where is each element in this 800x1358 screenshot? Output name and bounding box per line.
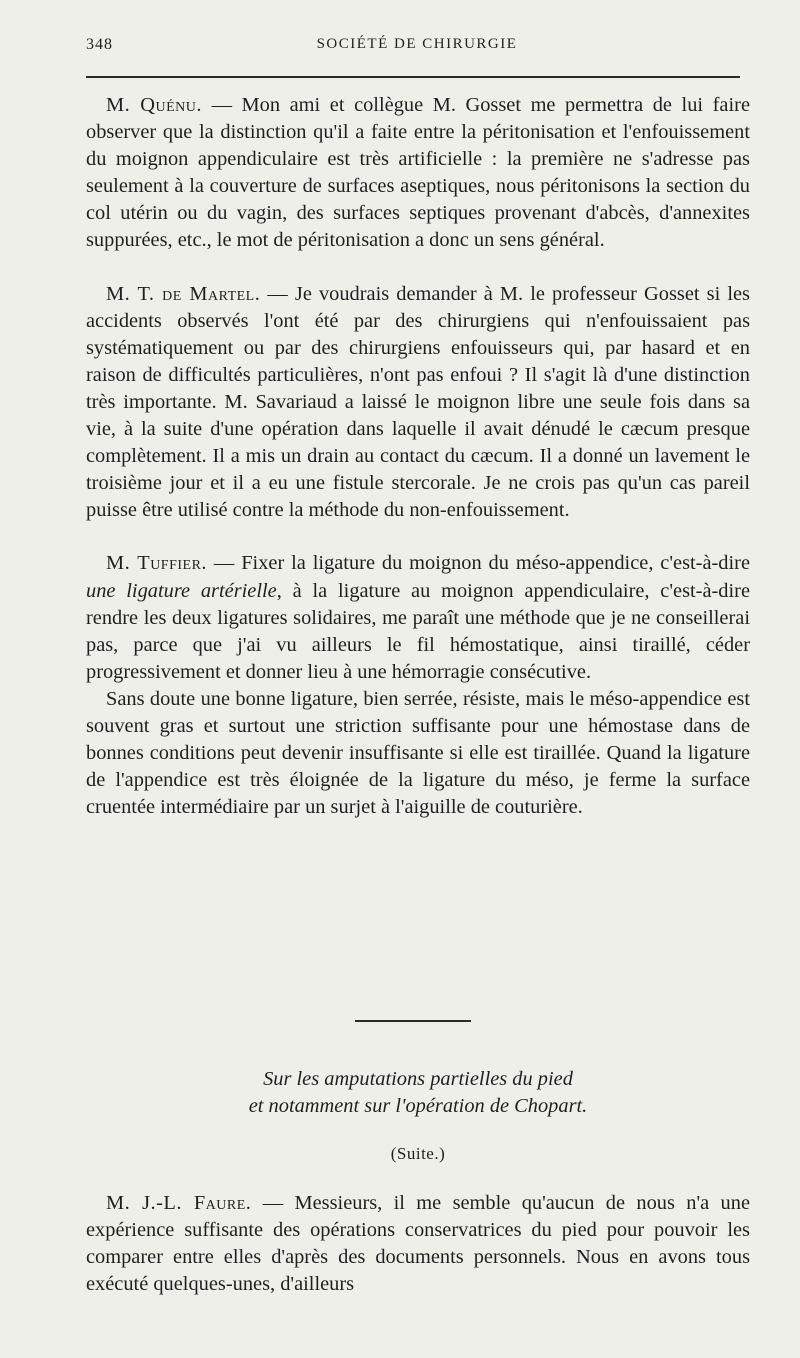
paragraph-text: — Mon ami et collègue M. Gosset me permettra de lui faire observer que la distinction qu'il a faite entre la péritonisation et l'enfouissement du moignon appendiculaire est très artificielle : la première ne s'adresse pas seulement à la couverture de surfaces aseptiques, nous péritonisons la section du col utérin ou du vagin, des surfaces septiques provenant d'abcès, d'annexites suppurées, etc., le mot de péritonisation a donc un sens général. xyxy=(86,94,750,252)
header-rule xyxy=(86,76,740,78)
paragraph-tuffier-continued xyxy=(86,686,750,821)
paragraph-text-continued: , à la ligature au moignon appendiculaire, c'est-à-dire rendre les deux ligatures solidaires, me paraît une méthode que je ne conseillerai pas, parce que j'ai vu ailleurs le fil hémostatique, ainsi tiraillé, céder progressivement et donner lieu à une hémorragie consécutive. xyxy=(86,579,751,683)
section-title xyxy=(86,1066,750,1120)
paragraph-text: Sans doute une bonne ligature, bien serrée, résiste, mais le méso-appendice est souvent gras et surtout une striction suffisante pour une hémostase dans de bonnes conditions peut devenir insuffisante si elle est tiraillée. Quand la ligature de l'appendice est très éloignée de la ligature du méso, je ferme la surface cruentée intermédiaire par un surjet à l'aiguille de couturière. xyxy=(86,687,750,819)
paragraph-quenu xyxy=(86,92,750,255)
speaker-name: M. T. de Martel. xyxy=(106,282,261,305)
section-divider xyxy=(355,1020,471,1022)
speaker-name: M. J.-L. Faure. xyxy=(106,1192,252,1214)
paragraph-tuffier xyxy=(86,550,750,685)
speaker-name: M. Quénu. xyxy=(106,94,203,116)
paragraph-text: — Messieurs, il me semble qu'aucun de nous n'a une expérience suffisante des opérations conservatrices du pied pour pouvoir les comparer entre elles d'après des documents personnels. Nous en avons tous exécuté quelques-unes, d'ailleurs xyxy=(86,1192,750,1296)
italic-term: une ligature artérielle xyxy=(86,579,277,602)
main-text-continued xyxy=(86,1190,750,1298)
paragraph-text: — Fixer la ligature du moignon du méso-appendice, c'est-à-dire xyxy=(207,552,751,575)
main-text xyxy=(86,92,750,821)
paragraph-de-martel xyxy=(86,281,750,525)
section-title-line-1: Sur les amputations partielles du pied xyxy=(263,1068,573,1090)
speaker-name: M. Tuffier. xyxy=(106,552,208,575)
section-suite-label: (Suite.) xyxy=(390,1144,446,1163)
paragraph-text: — Je voudrais demander à M. le professeur Gosset si les accidents observés l'ont été par des chirurgiens qui n'enfouissaient pas systématiquement ou par des chirurgiens enfouisseurs qui, par hasard et en raison de difficultés particulières, n'ont pas enfoui ? Il s'agit là d'une distinction très importante. M. Savariaud a laissé le moignon libre une seule fois dans sa vie, à la suite d'une opération dans laquelle il avait dénudé le cæcum presque complètement. Il a mis un drain au contact du cæcum. Il a donné un lavement le troisième jour et il a eu une fistule stercorale. Je ne crois pas qu'un cas pareil puisse être utilisé contre la méthode du non-enfouissement. xyxy=(86,282,750,522)
running-title: SOCIÉTÉ DE CHIRURGIE xyxy=(316,36,518,52)
page-header xyxy=(86,36,748,60)
page-number: 348 xyxy=(86,36,113,53)
section-title-line-2: et notamment sur l'opération de Chopart. xyxy=(248,1095,588,1117)
paragraph-faure xyxy=(86,1190,750,1298)
